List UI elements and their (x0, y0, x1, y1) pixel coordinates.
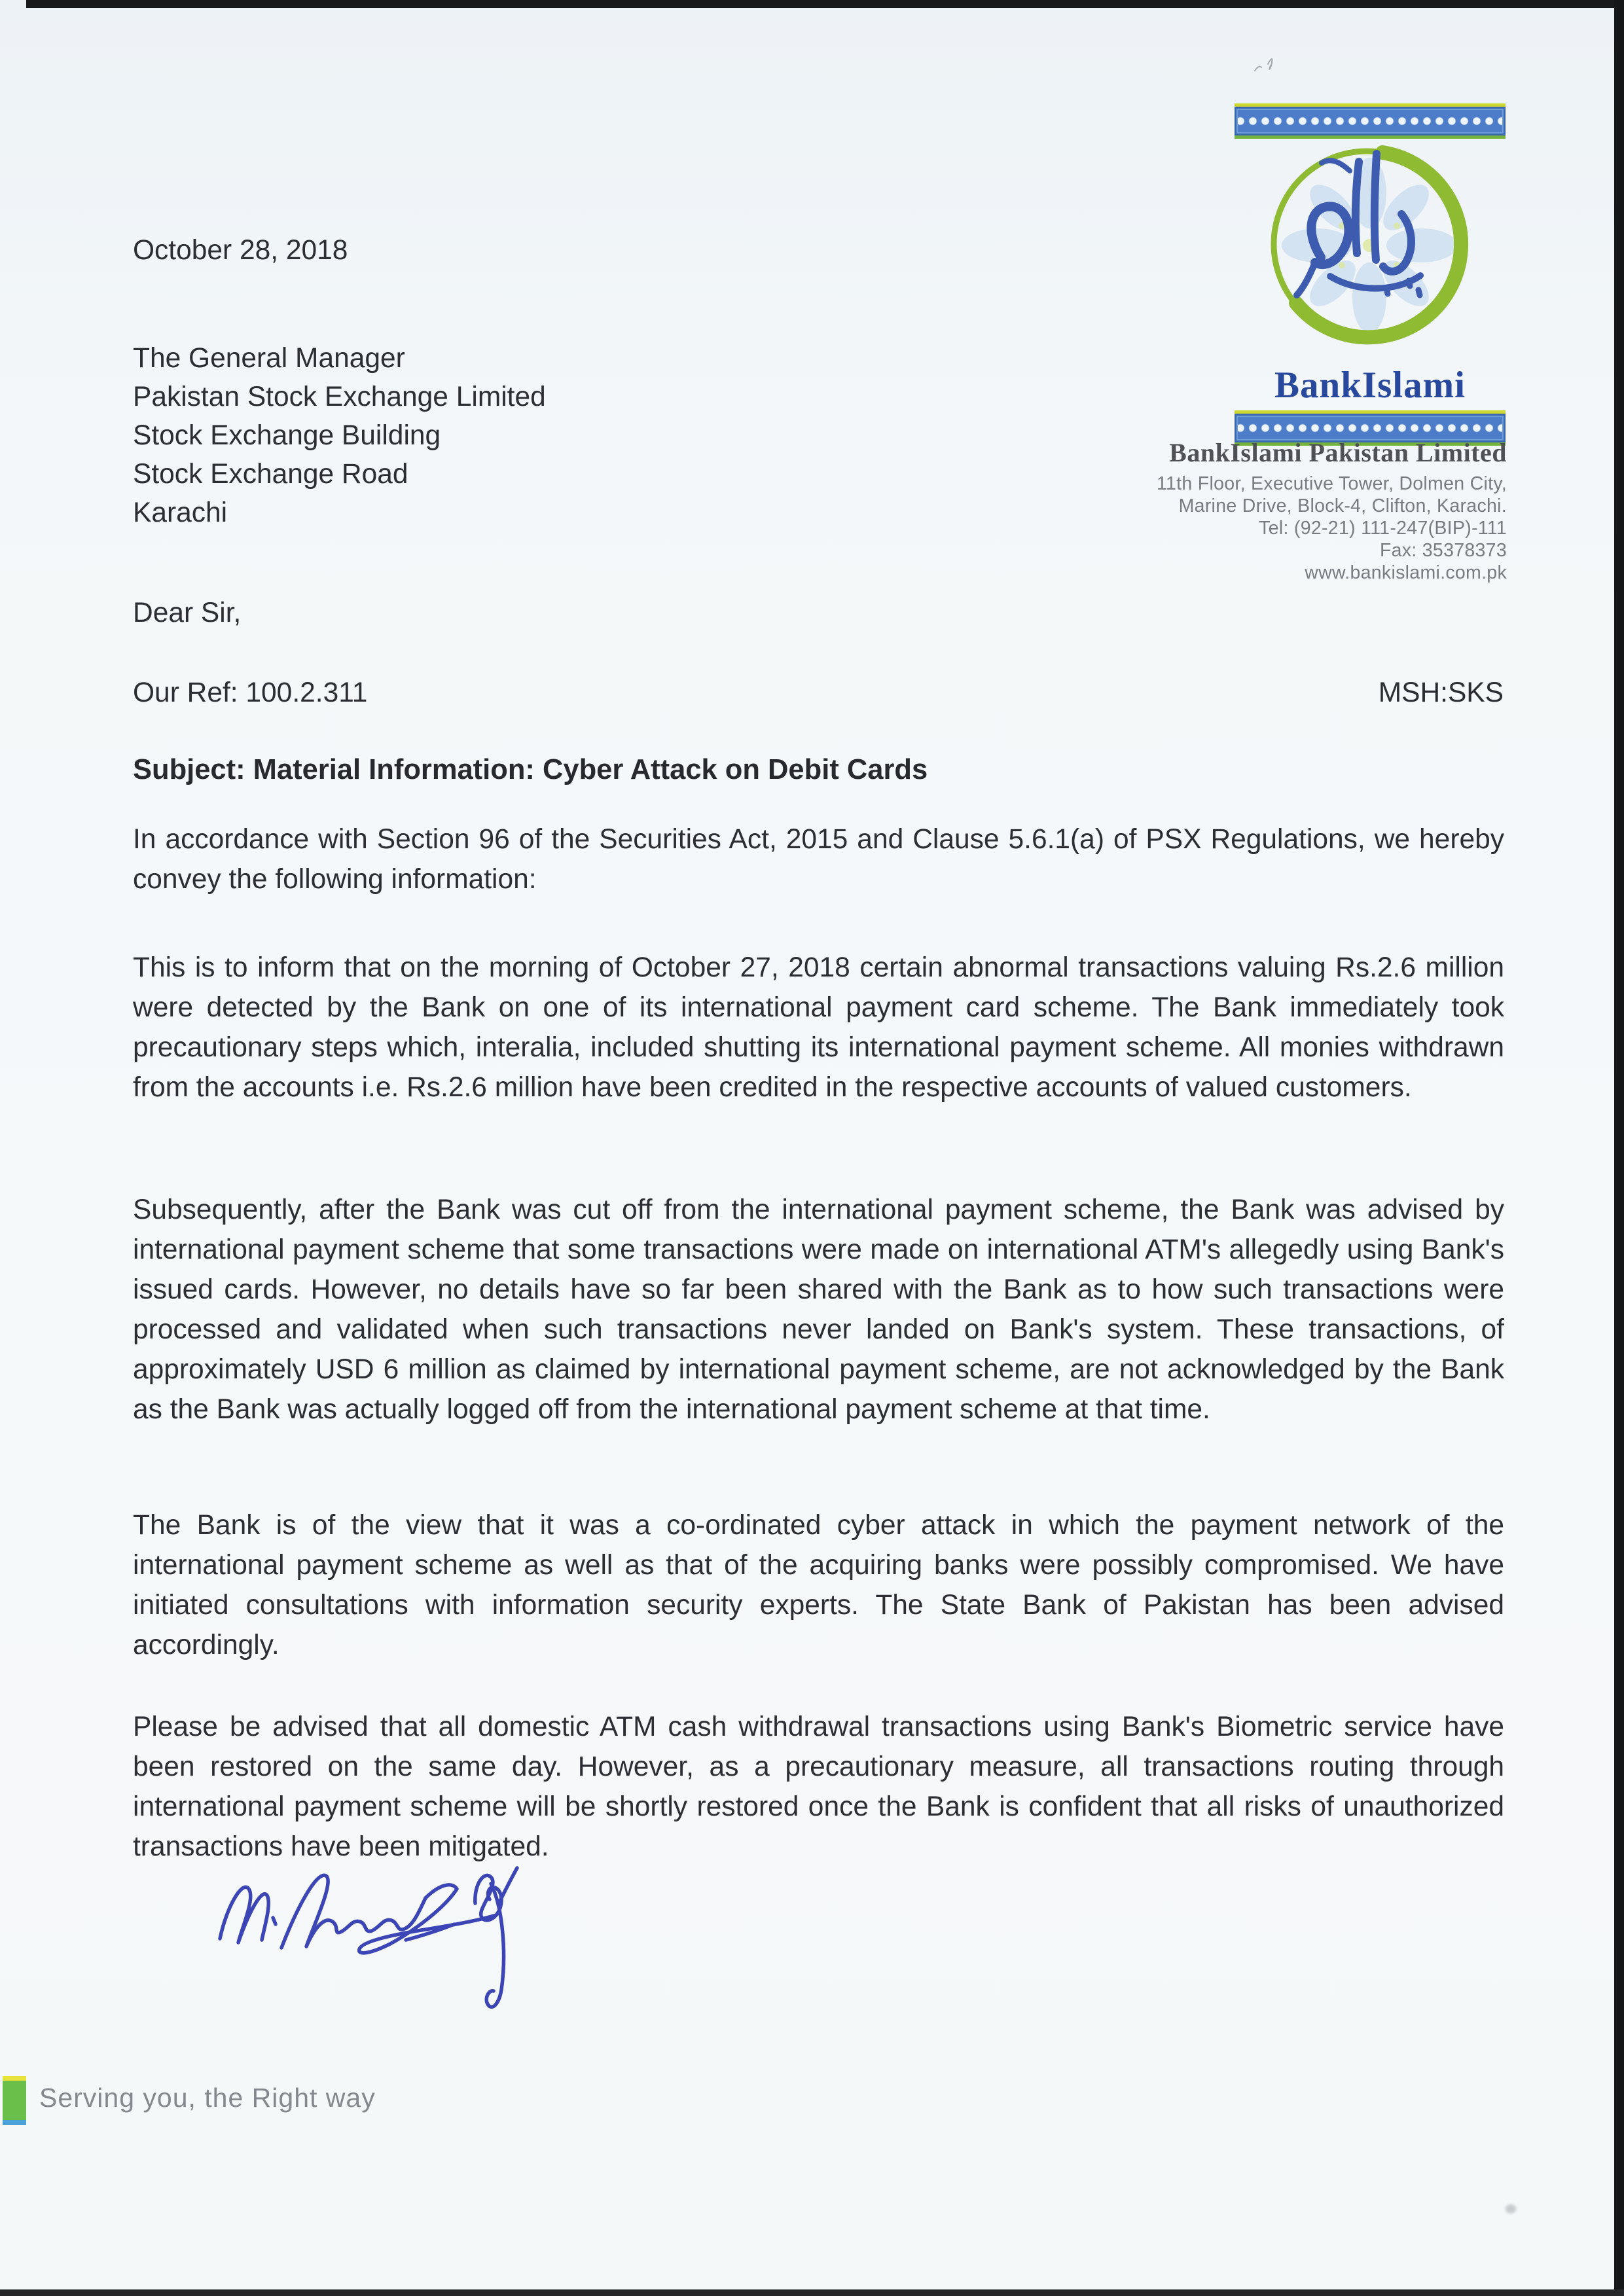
letterhead-fax: Fax: 35378373 (1379, 540, 1507, 561)
letterhead-company-name: BankIslami Pakistan Limited (1169, 438, 1507, 467)
recipient-line: Pakistan Stock Exchange Limited (133, 382, 546, 412)
paragraph-incident-detection: This is to inform that on the morning of October 27, 2018 certain abnormal transactions valuing Rs.2.6 million were detected by the Bank on one of its international payment card scheme. The Bank immediately took precautionary steps which, interalia, included shutting its international payment scheme. All monies withdrawn from the accounts i.e. Rs.2.6 million have been credited in the respective accounts of valued customers. (133, 952, 1504, 1103)
paragraph-cyber-attack-view: The Bank is of the view that it was a co-ordinated cyber attack in which the payment network of the international payment scheme as well as that of the acquiring banks were possibly compromised. We have initiated consultations with information security experts. The State Bank of Pakistan has been advised accordingly. (133, 1510, 1504, 1660)
bankislami-logo (1244, 134, 1495, 367)
paragraph-regulatory-intro: In accordance with Section 96 of the Securities Act, 2015 and Clause 5.6.1(a) of PSX Regulations, we hereby convey the following information: (133, 824, 1504, 895)
paragraph-international-transactions: Subsequently, after the Bank was cut off from the international payment scheme, the Bank was advised by international payment scheme that some transactions were made on international ATM's allegedly using Bank's issued cards. However, no details have so far been shared with the Bank as to how such transactions were processed and validated when such transactions never landed on Bank's system. These transactions, of approximately USD 6 million as claimed by international payment scheme, are not acknowledged by the Bank as the Bank was actually logged off from the international payment scheme at that time. (133, 1194, 1504, 1425)
letterhead-address-block (1106, 473, 1507, 584)
footer-brand-square (3, 2076, 26, 2125)
subject-line: Subject: Material Information: Cyber Attack on Debit Cards (133, 754, 928, 785)
letter-date: October 28, 2018 (133, 235, 348, 266)
pen-speck-mark (1247, 46, 1286, 79)
reference-number: Our Ref: 100.2.311 (133, 677, 368, 708)
scan-edge-bottom (0, 2289, 1624, 2296)
salutation: Dear Sir, (133, 598, 242, 628)
signature-left (220, 1887, 268, 1943)
letterhead-phone: Tel: (92-21) 111-247(BIP)-111 (1259, 518, 1507, 539)
recipient-line: Stock Exchange Building (133, 420, 441, 451)
scan-edge-top (26, 0, 1624, 8)
scan-edge-right (1614, 0, 1624, 2296)
recipient-address-block (133, 339, 546, 532)
letterhead-website: www.bankislami.com.pk (1305, 562, 1507, 583)
paragraph-service-restoration: Please be advised that all domestic ATM cash withdrawal transactions using Bank's Biometric service have been restored on the same day. However, as a precautionary measure, all transactions routing through international payment scheme will be shortly restored once the Bank is confident that all risks of unauthorized transactions have been mitigated. (133, 1712, 1504, 1862)
scan-smudge (1506, 2204, 1516, 2214)
letterhead-ornament-top (1235, 103, 1506, 139)
handwritten-signatures (208, 1860, 549, 2030)
recipient-line: Karachi (133, 497, 228, 528)
letterhead-address-line: Marine Drive, Block-4, Clifton, Karachi. (1178, 495, 1507, 516)
reference-initials: MSH:SKS (1378, 677, 1504, 708)
recipient-line: Stock Exchange Road (133, 459, 408, 490)
brand-wordmark: BankIslami (1274, 365, 1466, 406)
footer-tagline: Serving you, the Right way (39, 2083, 376, 2113)
recipient-line: The General Manager (133, 343, 405, 374)
letterhead-address-line: 11th Floor, Executive Tower, Dolmen City, (1156, 473, 1507, 494)
